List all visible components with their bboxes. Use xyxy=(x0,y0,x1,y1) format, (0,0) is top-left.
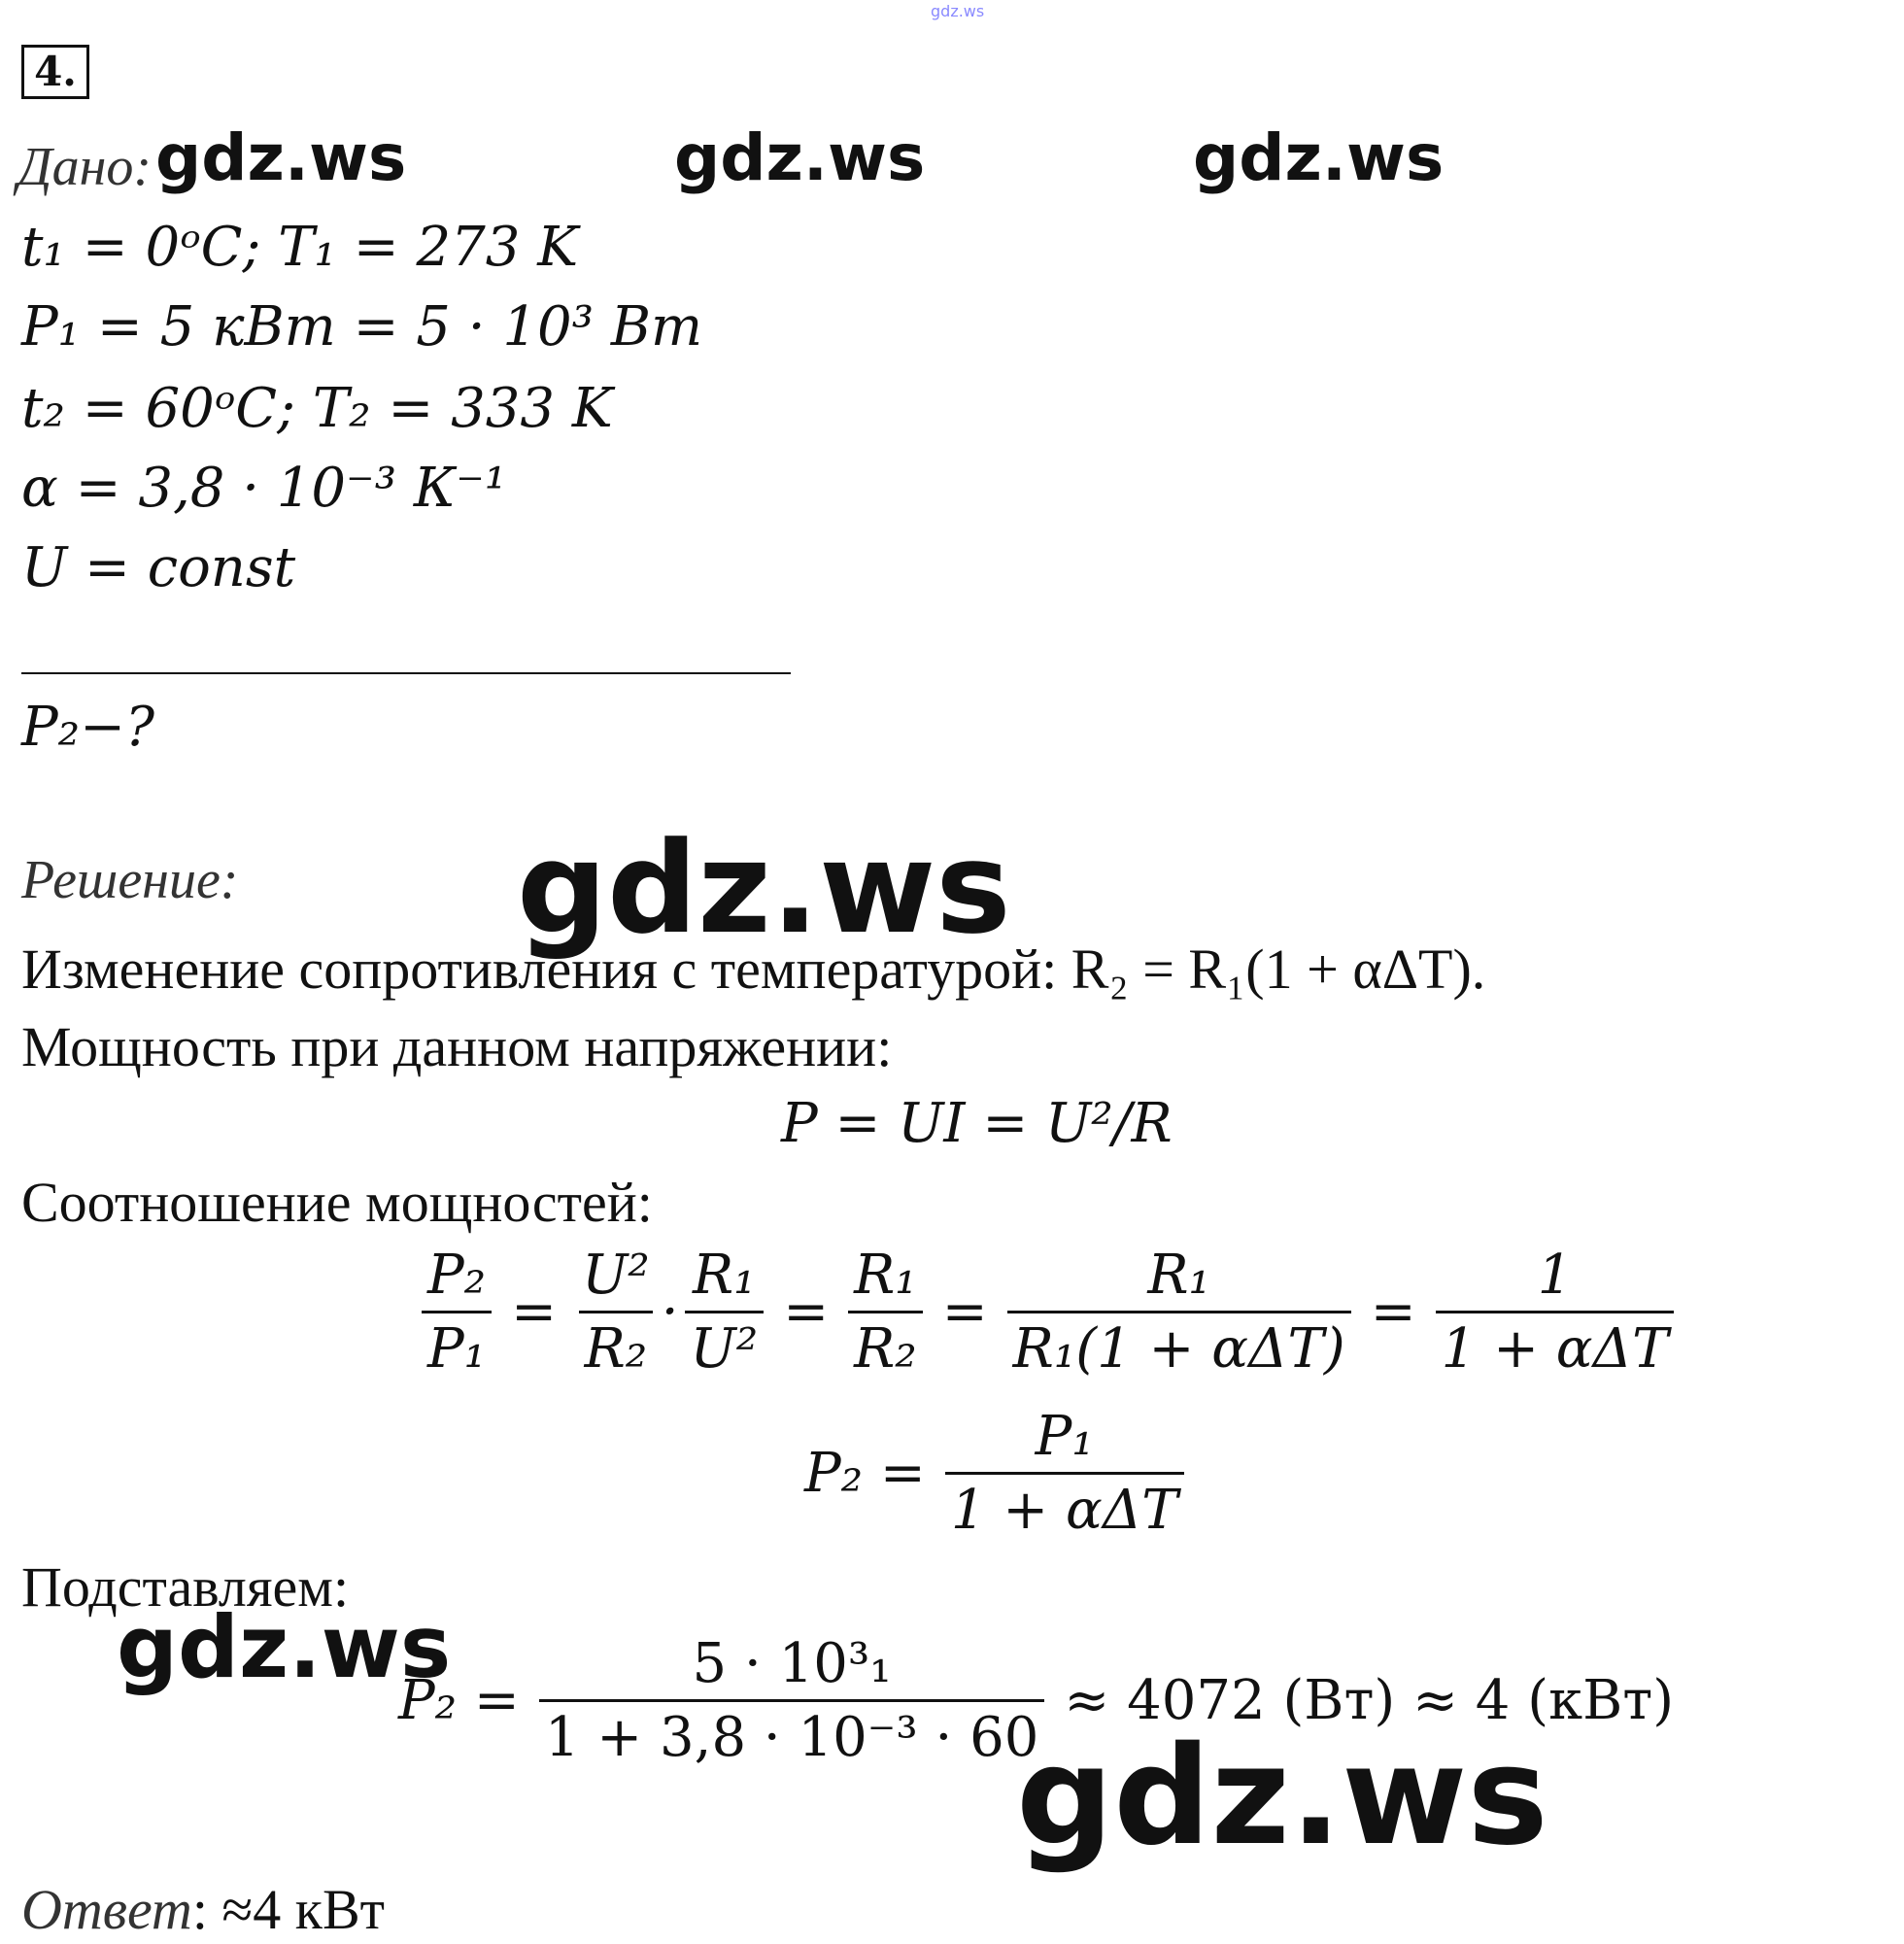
watermark-big: gdz.ws xyxy=(517,814,1011,962)
p2-formula: P₂ = $\frac{\text{P₁}}{\text{1 + αΔT}}$ xyxy=(804,1405,1190,1542)
given-line-3: t₂ = 60ᵒC; T₂ = 333 K xyxy=(21,377,613,440)
answer-label: Ответ xyxy=(21,1878,192,1941)
top-watermark: gdz.ws xyxy=(931,2,985,20)
power-formula: P = UI = U²/R xyxy=(781,1092,1173,1155)
ratio-text: Соотношение мощностей: xyxy=(21,1171,653,1234)
given-line-2: P₁ = 5 кВт = 5 · 10³ Вт xyxy=(21,295,703,358)
watermark-mid: gdz.ws xyxy=(117,1597,452,1697)
substitute-text: Подставляем: xyxy=(21,1555,350,1619)
answer-value: : ≈4 кВт xyxy=(191,1878,385,1941)
calc-formula: P₂ = $\frac{\text{5 · 10³₁}}{\text{1 + 3,8 · 10⁻³ · 60}}$ ≈ 4072 (Вт) ≈ 4 (кВт) xyxy=(398,1632,1675,1769)
find-line: P₂−? xyxy=(21,696,155,759)
given-line-5: U = const xyxy=(21,536,296,599)
given-line-1: t₁ = 0ᵒC; T₁ = 273 K xyxy=(21,216,579,279)
solution-label: Решение: xyxy=(21,850,239,910)
given-divider xyxy=(21,672,791,674)
ratio-f3: $\frac{\text{R₁}}{\text{R₂}}$ xyxy=(848,1244,923,1381)
ratio-formula: $\frac{\text{P₂}}{\text{P₁}}$ = $\frac{\text{U²}}{\text{R₂}}$ · $\frac{\text{R₁}}{\text{U²}}$ = $\frac{\text{R₁}}{\text{R₂}}$ = $\frac{\text{R₁}}{\text{R₁(1 + αΔT)}}$ = $\frac{1}{\text{1 + αΔT}}$ xyxy=(416,1244,1680,1381)
ratio-f1: $\frac{\text{U²}}{\text{R₂}}$ xyxy=(576,1244,656,1381)
answer-line xyxy=(21,1877,385,1942)
problem-number: 4. xyxy=(34,48,77,95)
ratio-f4: $\frac{\text{R₁}}{\text{R₁(1 + αΔT)}}$ xyxy=(1007,1244,1351,1381)
ratio-f5: $\frac{1}{\text{1 + αΔT}}$ xyxy=(1436,1244,1675,1381)
watermark-given-1: gdz.ws xyxy=(155,120,407,195)
ratio-f2: $\frac{\text{R₁}}{\text{U²}}$ xyxy=(685,1244,765,1381)
given-label: Дано: xyxy=(17,137,153,197)
p2-fraction: $\frac{\text{P₁}}{\text{1 + αΔT}}$ xyxy=(945,1405,1184,1542)
ratio-lhs: $\frac{\text{P₂}}{\text{P₁}}$ xyxy=(422,1244,492,1381)
problem-number-box xyxy=(21,45,89,99)
watermark-given-2: gdz.ws xyxy=(674,120,926,195)
calc-fraction: $\frac{\text{5 · 10³₁}}{\text{1 + 3,8 · 10⁻³ · 60}}$ xyxy=(539,1632,1045,1769)
resistance-text: Изменение сопротивления с температурой: R₂ = R₁(1 + αΔT). xyxy=(21,938,1486,1001)
watermark-bottom: gdz.ws xyxy=(1016,1718,1548,1876)
power-text: Мощность при данном напряжении: xyxy=(21,1015,893,1078)
watermark-given-3: gdz.ws xyxy=(1193,120,1445,195)
given-line-4: α = 3,8 · 10⁻³ К⁻¹ xyxy=(21,457,507,520)
